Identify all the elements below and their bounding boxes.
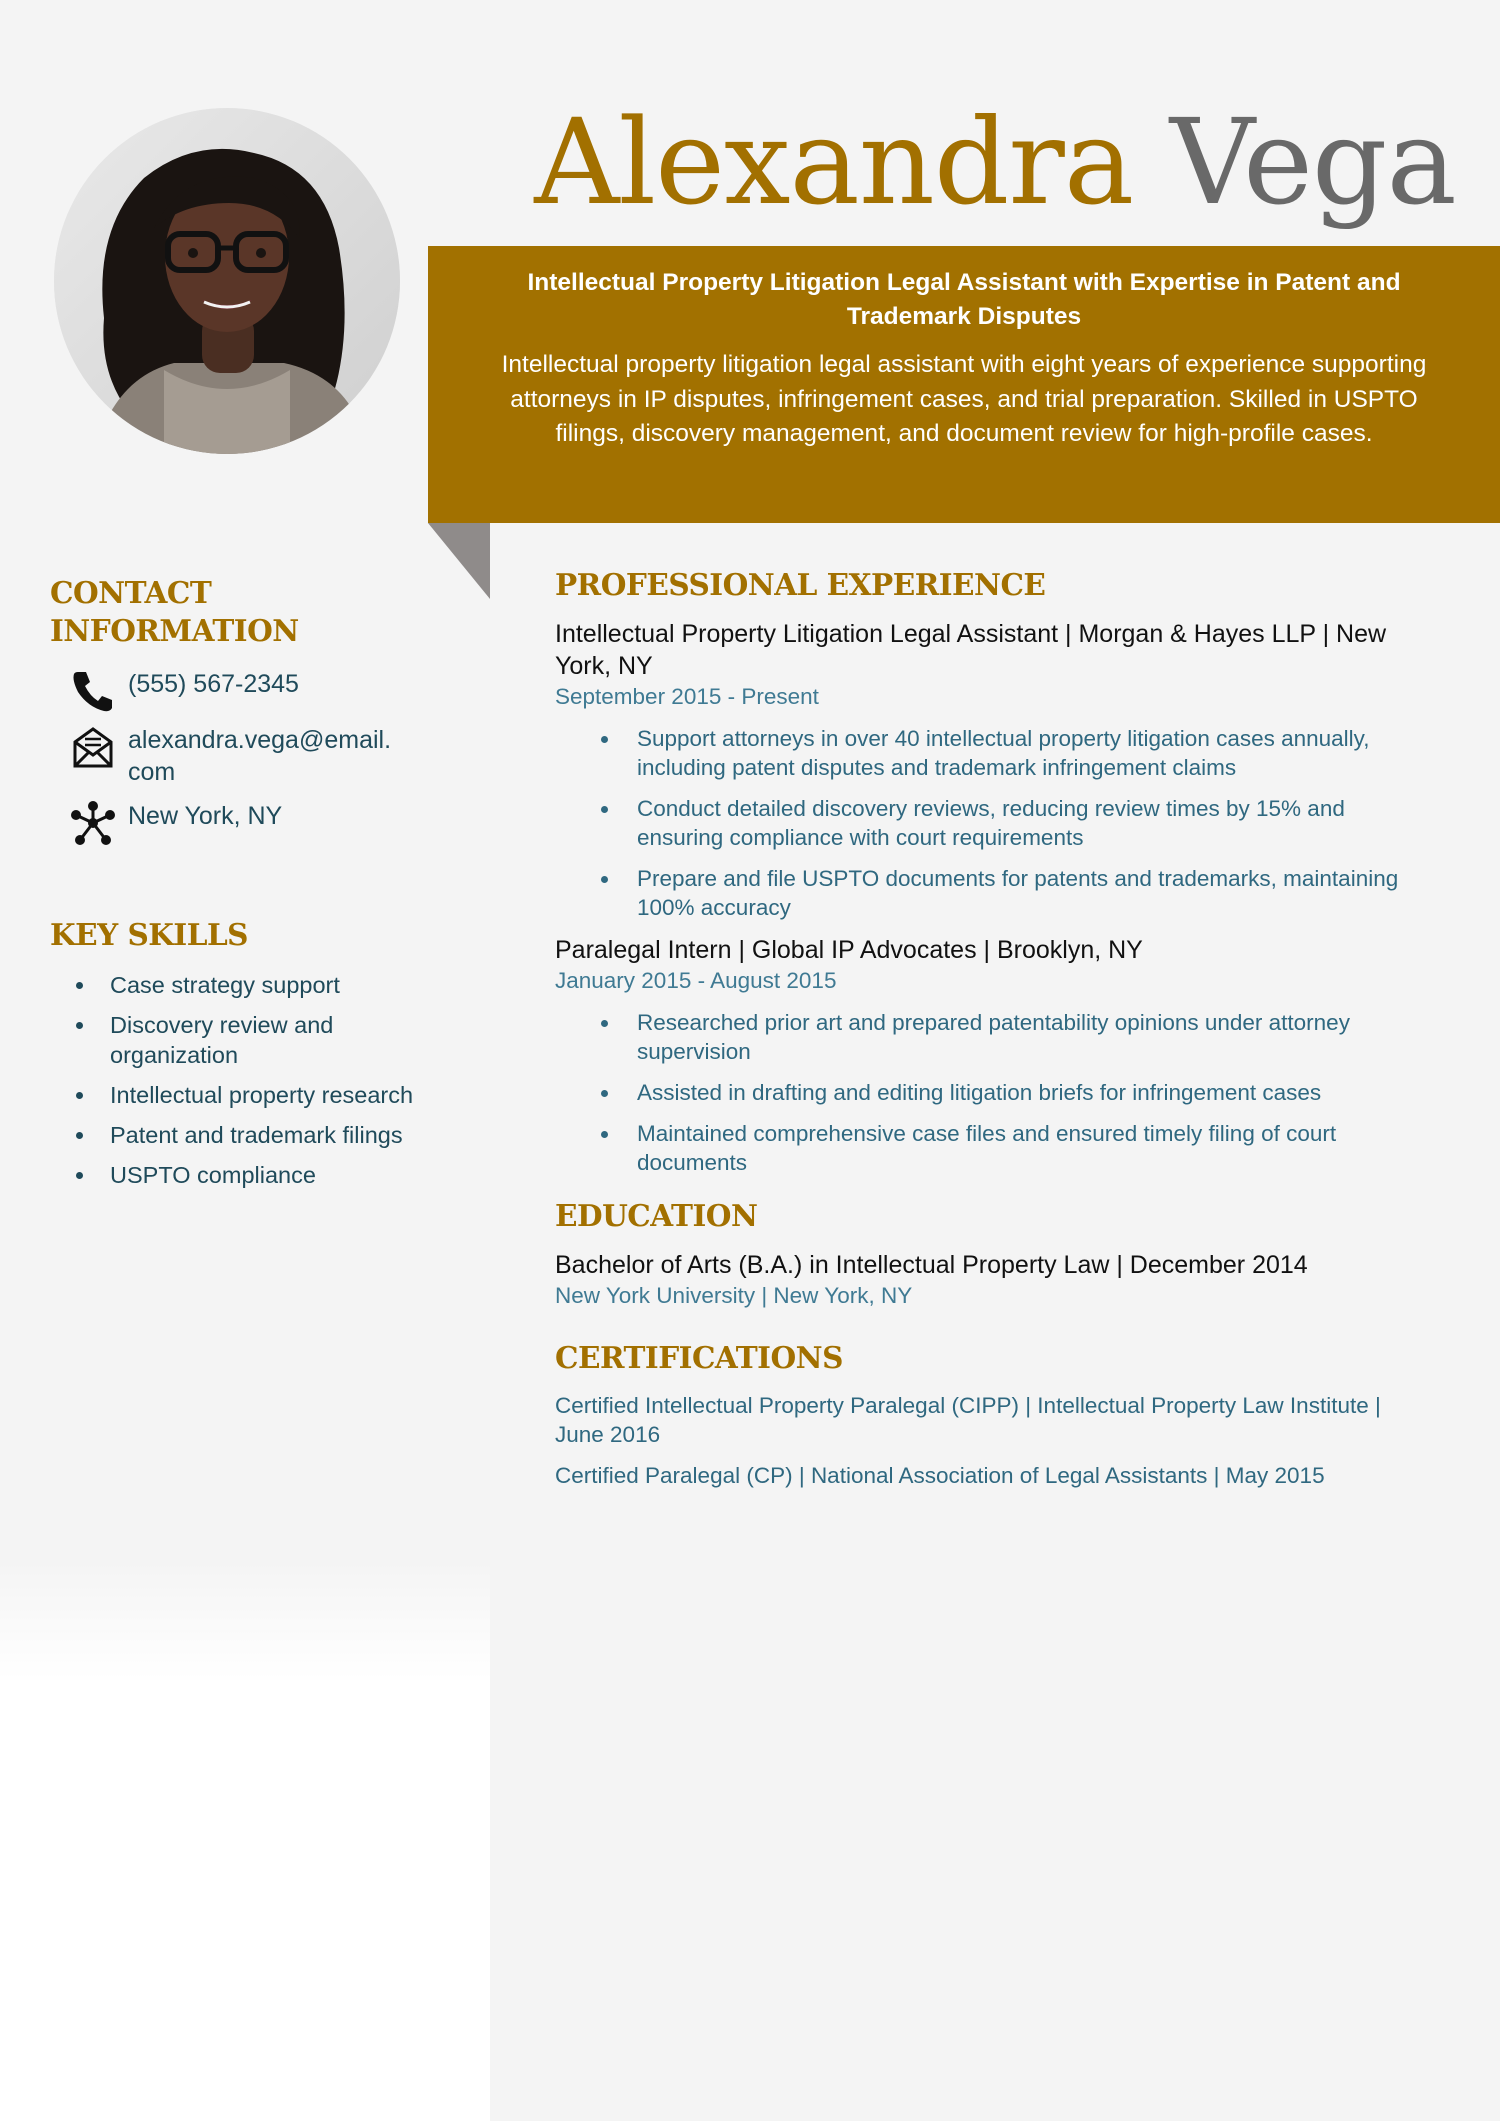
certifications-section-title: CERTIFICATIONS (555, 1340, 843, 1375)
job-bullet: Assisted in drafting and editing litigation briefs for infringement cases (555, 1078, 1435, 1107)
job-bullet: Prepare and file USPTO documents for patents and trademarks, maintaining 100% accuracy (555, 864, 1435, 922)
contact-email (70, 724, 398, 788)
profile-photo-illustration (54, 108, 400, 454)
banner-fold (428, 523, 490, 599)
job-dates: January 2015 - August 2015 (555, 968, 837, 993)
email-address[interactable]: alexandra.vega@email.com (128, 726, 392, 786)
main-column (555, 566, 1435, 1502)
job-bullets (555, 724, 1435, 922)
education-section-title: EDUCATION (555, 1198, 758, 1233)
last-name: Vega (1169, 93, 1456, 231)
summary-banner (428, 246, 1500, 523)
professional-summary: Intellectual property litigation legal assistant with eight years of experience supporting attorneys in IP disputes, infringement cases, and trial preparation. Skilled in USPTO filings, discovery management, and document review for high-profile cases. (501, 351, 1427, 447)
professional-headline: Intellectual Property Litigation Legal Assistant with Expertise in Patent and Trademark Disputes (527, 269, 1401, 330)
phone-number[interactable]: (555) 567-2345 (128, 670, 299, 698)
skill-item: USPTO compliance (70, 1160, 430, 1190)
school: New York University | New York, NY (555, 1283, 913, 1308)
skill-item: Patent and trademark filings (70, 1120, 430, 1150)
contact-location (70, 800, 398, 846)
skills-section-title: KEY SKILLS (50, 917, 248, 952)
skill-item: Intellectual property research (70, 1080, 430, 1110)
job-title: Paralegal Intern | Global IP Advocates | Brooklyn, NY (555, 936, 1143, 964)
contact-phone (70, 668, 398, 714)
job-title: Intellectual Property Litigation Legal Assistant | Morgan & Hayes LLP | New York, NY (555, 620, 1387, 680)
job-bullet: Conduct detailed discovery reviews, reducing review times by 15% and ensuring compliance with court requirements (555, 794, 1435, 852)
experience-section-title: PROFESSIONAL EXPERIENCE (555, 567, 1046, 602)
contact-section-title: CONTACT INFORMATION (50, 575, 299, 648)
candidate-name (490, 92, 1500, 232)
envelope-icon (70, 724, 116, 770)
first-name: Alexandra (534, 93, 1134, 231)
job-bullet: Researched prior art and prepared patentability opinions under attorney supervision (555, 1008, 1435, 1066)
job-bullets (555, 1008, 1435, 1177)
job-bullet: Maintained comprehensive case files and ensured timely filing of court documents (555, 1119, 1435, 1177)
location-text: New York, NY (128, 802, 283, 830)
phone-icon (70, 668, 116, 714)
degree: Bachelor of Arts (B.A.) in Intellectual Property Law | December 2014 (555, 1251, 1308, 1279)
job-bullet: Support attorneys in over 40 intellectual property litigation cases annually, including patent disputes and trademark infringement claims (555, 724, 1435, 782)
certification-item: Certified Paralegal (CP) | National Association of Legal Assistants | May 2015 (555, 1463, 1325, 1488)
network-icon (70, 800, 116, 846)
skills-list (70, 970, 430, 1200)
certification-item: Certified Intellectual Property Paralegal (CIPP) | Intellectual Property Law Institute | June 2016 (555, 1393, 1381, 1447)
job-dates: September 2015 - Present (555, 684, 819, 709)
skill-item: Discovery review and organization (70, 1010, 430, 1070)
skill-item: Case strategy support (70, 970, 430, 1000)
profile-photo (54, 108, 400, 454)
